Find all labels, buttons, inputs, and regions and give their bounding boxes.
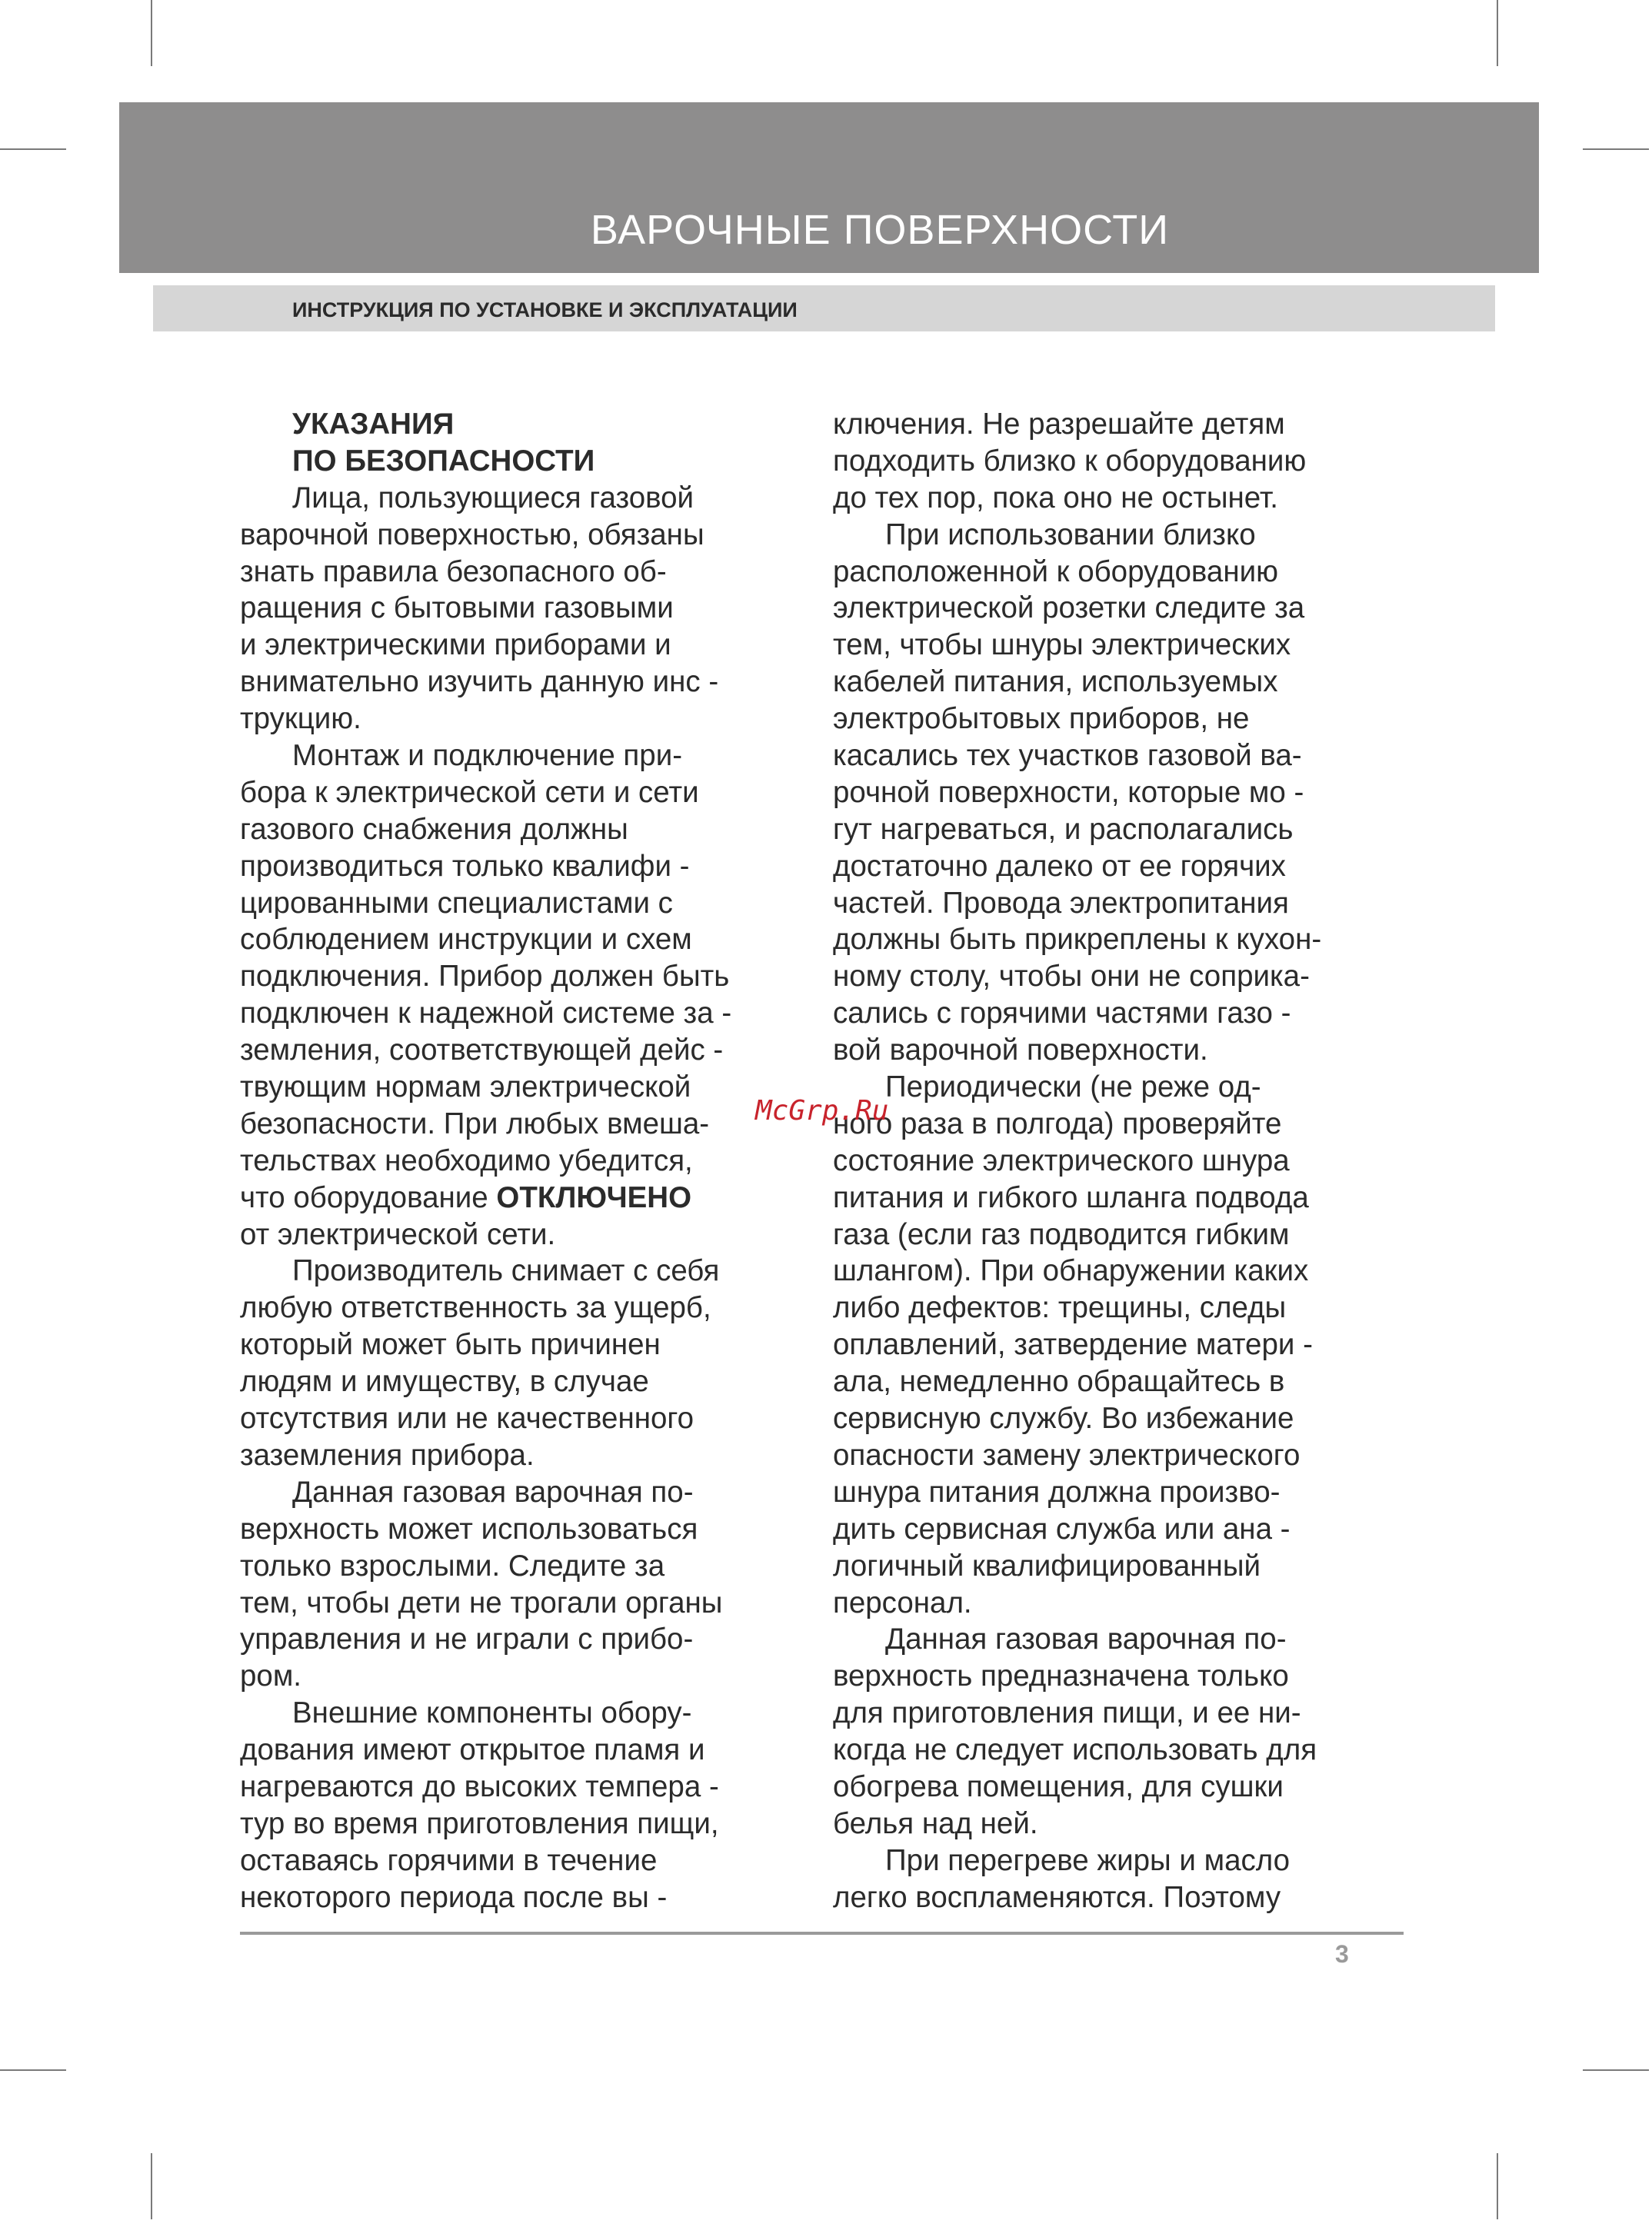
page-title: ВАРОЧНЫЕ ПОВЕРХНОСТИ bbox=[590, 207, 1170, 253]
text-line: Внешние компоненты обору- bbox=[292, 1696, 692, 1730]
text-line: производиться только квалифи - bbox=[240, 849, 690, 883]
text-line: подключения. Прибор должен быть bbox=[240, 960, 730, 994]
text-line: Производитель снимает с себя bbox=[292, 1254, 720, 1288]
text-line: управления и не играли с прибо- bbox=[240, 1623, 694, 1656]
text-line: цированными специалистами с bbox=[240, 886, 673, 920]
text-line: кабелей питания, используемых bbox=[833, 665, 1278, 699]
text-line: дования имеют открытое пламя и bbox=[240, 1733, 705, 1767]
text-line: газа (если газ подводится гибким bbox=[833, 1217, 1290, 1251]
text-line: подходить близко к оборудованию bbox=[833, 444, 1307, 478]
crop-mark bbox=[1497, 2153, 1498, 2219]
text-line: дить сервисная служба или ана - bbox=[833, 1512, 1291, 1546]
text-line: питания и гибкого шланга подвода bbox=[833, 1180, 1309, 1214]
section-heading: УКАЗАНИЯ bbox=[292, 408, 455, 441]
right-column bbox=[833, 406, 1321, 1916]
text-line: либо дефектов: трещины, следы bbox=[833, 1291, 1287, 1325]
text-line: легко воспламеняются. Поэтому bbox=[833, 1880, 1281, 1914]
text-line: Монтаж и подключение при- bbox=[292, 739, 683, 773]
text-line: подключен к надежной системе за - bbox=[240, 997, 732, 1030]
text-line: ному столу, чтобы они не соприка- bbox=[833, 960, 1310, 994]
text-line: касались тех участков газовой ва- bbox=[833, 739, 1302, 773]
text-line: ращения с бытовыми газовыми bbox=[240, 591, 674, 625]
subheader-band bbox=[153, 285, 1495, 331]
page-number: 3 bbox=[1335, 1940, 1349, 1968]
crop-mark bbox=[1583, 148, 1649, 150]
text-line: оставаясь горячими в течение bbox=[240, 1843, 658, 1877]
text-line: заземления прибора. bbox=[240, 1438, 535, 1472]
text-line: нагреваются до высоких темпера - bbox=[240, 1769, 719, 1803]
text-line: должны быть прикреплены к кухон- bbox=[833, 923, 1322, 957]
text-line: любую ответственность за ущерб, bbox=[240, 1291, 711, 1325]
text-line: тем, чтобы шнуры электрических bbox=[833, 628, 1291, 662]
text-line: ного раза в полгода) проверяйте bbox=[833, 1107, 1282, 1140]
text-line: опасности замену электрического bbox=[833, 1438, 1301, 1472]
text-line: некоторого периода после вы - bbox=[240, 1880, 668, 1914]
text-line: ала, немедленно обращайтесь в bbox=[833, 1365, 1285, 1399]
text-line: При перегреве жиры и масло bbox=[885, 1843, 1291, 1877]
text-line: тем, чтобы дети не трогали органы bbox=[240, 1586, 723, 1619]
text-line: ключения. Не разрешайте детям bbox=[833, 408, 1285, 441]
text-line: верхность может использоваться bbox=[240, 1512, 698, 1546]
text-line: Данная газовая варочная по- bbox=[885, 1623, 1287, 1656]
text-line: оплавлений, затвердение матери - bbox=[833, 1328, 1313, 1362]
text-line: от электрической сети. bbox=[240, 1217, 556, 1251]
text-line: газового снабжения должны bbox=[240, 812, 628, 846]
text-line: когда не следует использовать для bbox=[833, 1733, 1317, 1767]
crop-mark bbox=[1497, 0, 1498, 66]
text-line: При использовании близко bbox=[885, 518, 1256, 551]
text-line: сервисную службу. Во избежание bbox=[833, 1402, 1294, 1436]
text-line: вой варочной поверхности. bbox=[833, 1034, 1208, 1067]
crop-mark bbox=[0, 148, 66, 150]
text-line: твующим нормам электрической bbox=[240, 1070, 691, 1104]
text-line: верхность предназначена только bbox=[833, 1659, 1289, 1693]
text-line: расположенной к оборудованию bbox=[833, 554, 1278, 588]
text-line: шлангом). При обнаружении каких bbox=[833, 1254, 1309, 1288]
text-line: людям и имуществу, в случае bbox=[240, 1365, 649, 1399]
text-line: до тех пор, пока оно не остынет. bbox=[833, 481, 1278, 514]
text-line: состояние электрического шнура bbox=[833, 1143, 1290, 1177]
text-line: Периодически (не реже од- bbox=[885, 1070, 1261, 1104]
text-line: варочной поверхностью, обязаны bbox=[240, 518, 704, 551]
text-line: тельствах необходимо убедится, bbox=[240, 1143, 693, 1177]
section-heading: ПО БЕЗОПАСНОСТИ bbox=[292, 444, 595, 478]
crop-mark bbox=[0, 2069, 66, 2071]
text-line: рочной поверхности, которые мо - bbox=[833, 775, 1304, 809]
crop-mark bbox=[151, 0, 152, 66]
text-line: бора к электрической сети и сети bbox=[240, 775, 699, 809]
watermark: McGrp.Ru bbox=[755, 1095, 889, 1127]
text-line: земления, соответствующей дейс - bbox=[240, 1034, 724, 1067]
text-line: достаточно далеко от ее горячих bbox=[833, 849, 1286, 883]
text-line: знать правила безопасного об- bbox=[240, 554, 667, 588]
subheader-title: ИНСТРУКЦИЯ ПО УСТАНОВКЕ И ЭКСПЛУАТАЦИИ bbox=[292, 298, 798, 321]
text-line: внимательно изучить данную инс - bbox=[240, 665, 719, 699]
text-line: для приготовления пищи, и ее ни- bbox=[833, 1696, 1301, 1730]
text-line: отсутствия или не качественного bbox=[240, 1402, 694, 1436]
text-line: только взрослыми. Следите за bbox=[240, 1549, 665, 1583]
text-line: логичный квалифицированный bbox=[833, 1549, 1261, 1583]
text-fragment: что оборудование bbox=[240, 1180, 497, 1214]
text-line: сались с горячими частями газо - bbox=[833, 997, 1291, 1030]
text-line: безопасности. При любых вмеша- bbox=[240, 1107, 710, 1140]
crop-mark bbox=[1583, 2069, 1649, 2071]
text-line: ром. bbox=[240, 1659, 301, 1693]
text-line: Данная газовая варочная по- bbox=[292, 1475, 694, 1509]
text-line: тур во время приготовления пищи, bbox=[240, 1806, 719, 1840]
text-line bbox=[240, 1180, 731, 1217]
text-line: персонал. bbox=[833, 1586, 972, 1619]
text-line: частей. Провода электропитания bbox=[833, 886, 1289, 920]
text-line: который может быть причинен bbox=[240, 1328, 661, 1362]
text-line: трукцию. bbox=[240, 702, 361, 736]
text-line: шнура питания должна произво- bbox=[833, 1475, 1281, 1509]
text-line: Лица, пользующиеся газовой bbox=[292, 481, 694, 514]
text-line: электробытовых приборов, не bbox=[833, 702, 1250, 736]
text-line: белья над ней. bbox=[833, 1806, 1038, 1840]
text-line: обогрева помещения, для сушки bbox=[833, 1769, 1284, 1803]
crop-mark bbox=[151, 2153, 152, 2219]
left-column bbox=[240, 406, 731, 1916]
text-line: гут нагреваться, и располагались bbox=[833, 812, 1294, 846]
footer-rule bbox=[240, 1932, 1404, 1935]
emphasis-text: ОТКЛЮЧЕНО bbox=[496, 1180, 692, 1214]
text-line: электрической розетки следите за bbox=[833, 591, 1305, 625]
text-line: и электрическими приборами и bbox=[240, 628, 671, 662]
text-line: соблюдением инструкции и схем bbox=[240, 923, 692, 957]
